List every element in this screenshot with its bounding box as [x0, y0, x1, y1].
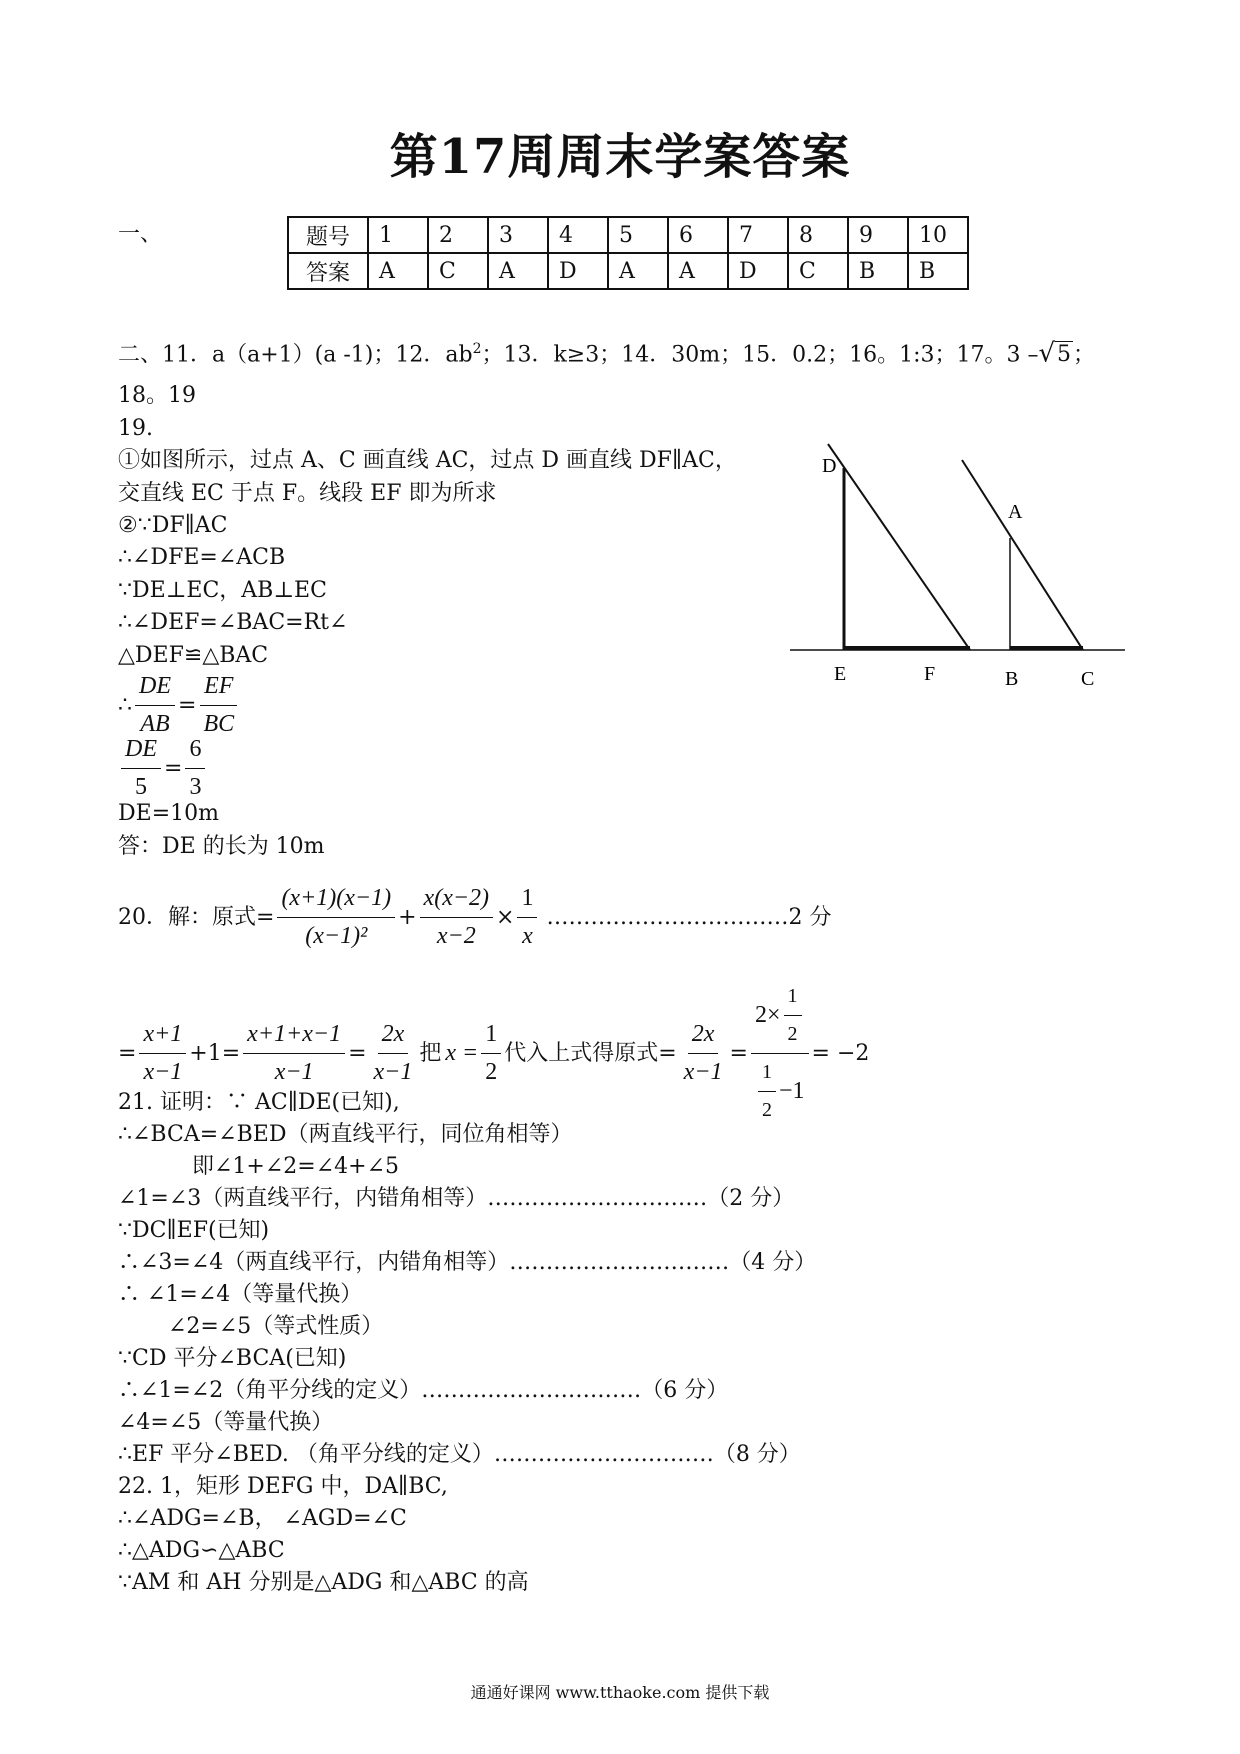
- equals-sign: =: [729, 1041, 748, 1066]
- substitute-text-2: 代入上式得原式=: [504, 1041, 677, 1066]
- fraction: [517, 882, 537, 953]
- q21-line: ∵DC∥EF(已知): [118, 1218, 270, 1243]
- row-header-number: 题号: [288, 217, 368, 253]
- q21-line: ∵CD 平分∠BCA(已知): [118, 1346, 347, 1371]
- fraction: [139, 1018, 186, 1089]
- plus-sign: +: [398, 905, 417, 930]
- q21-line: ∴∠BCA=∠BED（两直线平行，同位角相等）: [118, 1122, 573, 1147]
- table-cell: 10: [908, 217, 968, 253]
- equals-sign: =: [118, 1041, 137, 1066]
- table-cell: 4: [548, 217, 608, 253]
- q19-line: ②∵DF∥AC: [118, 513, 228, 538]
- denominator: x−2: [436, 923, 476, 949]
- table-row-numbers: [288, 217, 968, 253]
- table-cell: B: [908, 253, 968, 289]
- equals-sign: =: [178, 693, 197, 718]
- q22-line: ∵AM 和 AH 分别是△ADG 和△ABC 的高: [118, 1570, 529, 1595]
- numerator: 2x: [688, 1018, 719, 1054]
- x-equals: x =: [445, 1040, 479, 1066]
- line-df: [828, 444, 970, 650]
- q19-ratio-equation: [118, 670, 241, 741]
- q19-line: ①如图所示，过点 A、C 画直线 AC，过点 D 画直线 DF∥AC，: [118, 448, 737, 473]
- section-2-text-b: ；13．k≥3；14．30m；15．0.2；16。1:3；17。3 –: [481, 342, 1039, 368]
- section-1-label: 一、: [118, 222, 163, 247]
- table-cell: C: [428, 253, 488, 289]
- q21-line: ∠2=∠5（等式性质）: [168, 1314, 384, 1339]
- q22-line: ∴△ADG∽△ABC: [118, 1538, 285, 1563]
- q19-line: △DEF≌△BAC: [118, 643, 269, 668]
- q19-value-equation: [118, 733, 208, 804]
- table-row-answers: [288, 253, 968, 289]
- q21-line: ∴∠3=∠4（两直线平行，内错角相等）…………………………（4 分）: [118, 1250, 817, 1275]
- table-cell: 5: [608, 217, 668, 253]
- table-cell: 8: [788, 217, 848, 253]
- denominator: x−1: [274, 1059, 314, 1085]
- compound-fraction: [751, 980, 809, 1127]
- answer-table: [287, 216, 969, 290]
- q22-line: ∴∠ADG=∠B， ∠AGD=∠C: [118, 1506, 407, 1531]
- table-cell: B: [848, 253, 908, 289]
- times-sign: ×: [496, 905, 515, 930]
- compound-numerator: [751, 980, 809, 1054]
- denominator: AB: [140, 711, 170, 737]
- denominator: BC: [203, 711, 235, 737]
- fraction-6-3: [185, 733, 205, 804]
- label-c: C: [1081, 668, 1095, 690]
- numerator: x+1+x−1: [243, 1018, 345, 1054]
- fraction: [680, 1018, 727, 1089]
- fraction: [277, 882, 395, 953]
- denominator: 5: [135, 774, 147, 800]
- fraction-half: [481, 1018, 501, 1089]
- sqrt-icon: √: [1038, 338, 1056, 369]
- section-2-end: ；: [1073, 342, 1096, 368]
- table-cell: 6: [668, 217, 728, 253]
- fraction: [370, 1018, 417, 1089]
- numerator: EF: [200, 670, 237, 706]
- numerator: 6: [185, 733, 205, 769]
- q21-line: ∠4=∠5（等量代换）: [118, 1410, 334, 1435]
- numerator: 2x: [378, 1018, 409, 1054]
- table-cell: 7: [728, 217, 788, 253]
- q19-answer: 答：DE 的长为 10m: [118, 834, 325, 859]
- therefore-symbol: ∴: [118, 693, 132, 718]
- table-cell: 2: [428, 217, 488, 253]
- denominator: x−1: [683, 1059, 723, 1085]
- q21-line: ∴∠1=∠2（角平分线的定义）…………………………（6 分）: [118, 1378, 729, 1403]
- footer-credit: 通通好课网 www.tthaoke.com 提供下载: [470, 1683, 770, 1702]
- q21-line: ∴EF 平分∠BED. （角平分线的定义）…………………………（8 分）: [118, 1442, 801, 1467]
- score-marker: ……………………………2 分: [546, 905, 832, 930]
- sqrt-value: 5: [1057, 342, 1072, 368]
- section-2-line-1: [118, 333, 1095, 371]
- plus-one: +1=: [189, 1041, 241, 1066]
- label-d: D: [822, 455, 837, 477]
- geometry-figure: [780, 430, 1140, 700]
- numerator: x(x−2): [420, 882, 493, 918]
- label-f: F: [924, 663, 936, 685]
- numerator: 1: [481, 1018, 501, 1054]
- denominator: x: [522, 923, 533, 949]
- fraction: [243, 1018, 345, 1089]
- q19-line: ∴∠DEF=∠BAC=Rt∠: [118, 610, 348, 635]
- q19-line: ∴∠DFE=∠ACB: [118, 545, 286, 570]
- fraction-de-ab: [135, 670, 175, 741]
- table-cell: 3: [488, 217, 548, 253]
- q21-line: 21. 证明：∵ AC∥DE(已知),: [118, 1090, 400, 1115]
- denominator: 2: [485, 1059, 498, 1085]
- fraction-de-5: [121, 733, 161, 804]
- denominator: 2: [787, 1023, 798, 1045]
- fraction-half: [758, 1056, 776, 1127]
- label-e: E: [834, 663, 847, 685]
- compound-denominator: [751, 1054, 809, 1127]
- line-ac: [962, 460, 1083, 650]
- numerator: (x+1)(x−1): [277, 882, 395, 918]
- substitute-text: 把: [419, 1041, 442, 1066]
- equals-sign: =: [164, 756, 183, 781]
- q19-line: DE=10m: [118, 801, 219, 826]
- result: = −2: [811, 1041, 870, 1066]
- two-times: 2×: [754, 1002, 781, 1028]
- label-a: A: [1008, 501, 1023, 523]
- q19-number: 19.: [118, 416, 153, 441]
- table-cell: D: [548, 253, 608, 289]
- numerator: x+1: [139, 1018, 186, 1054]
- q21-line: ∠1=∠3（两直线平行，内错角相等）…………………………（2 分）: [118, 1186, 795, 1211]
- denominator: 2: [761, 1099, 772, 1121]
- q19-line: 交直线 EC 于点 F。线段 EF 即为所求: [118, 481, 497, 506]
- table-cell: D: [728, 253, 788, 289]
- section-2-text-a: 二、11．a（a+1）(a -1)；12．ab: [118, 342, 473, 368]
- table-cell: A: [668, 253, 728, 289]
- numerator: 1: [517, 882, 537, 918]
- page-title: 第17周周末学案答案: [389, 129, 851, 185]
- table-cell: A: [368, 253, 428, 289]
- numerator: 1: [758, 1056, 776, 1092]
- q20-prefix: 20．解：原式=: [118, 905, 275, 930]
- denominator: (x−1)²: [305, 923, 368, 949]
- q20-line-1: [118, 882, 831, 953]
- row-header-answer: 答案: [288, 253, 368, 289]
- denominator: x−1: [373, 1059, 413, 1085]
- q22-line: 22. 1，矩形 DEFG 中，DA∥BC,: [118, 1474, 448, 1499]
- section-2-line-2: 18。19: [118, 383, 196, 408]
- equals-sign: =: [348, 1041, 367, 1066]
- label-b: B: [1005, 668, 1019, 690]
- fraction: [420, 882, 493, 953]
- numerator: DE: [135, 670, 175, 706]
- superscript: 2: [472, 341, 482, 357]
- denominator: 3: [189, 774, 202, 800]
- numerator: DE: [121, 733, 161, 769]
- table-cell: A: [488, 253, 548, 289]
- numerator: 1: [784, 980, 802, 1016]
- minus-one: −1: [778, 1078, 805, 1104]
- fraction-half: [784, 980, 802, 1051]
- q21-line: ∴ ∠1=∠4（等量代换）: [118, 1282, 363, 1307]
- fraction-ef-bc: [199, 670, 238, 741]
- q21-line: 即∠1+∠2=∠4+∠5: [192, 1154, 400, 1179]
- table-cell: A: [608, 253, 668, 289]
- table-cell: 1: [368, 217, 428, 253]
- denominator: x−1: [143, 1059, 183, 1085]
- table-cell: C: [788, 253, 848, 289]
- q19-line: ∵DE⊥EC，AB⊥EC: [118, 578, 327, 603]
- table-cell: 9: [848, 217, 908, 253]
